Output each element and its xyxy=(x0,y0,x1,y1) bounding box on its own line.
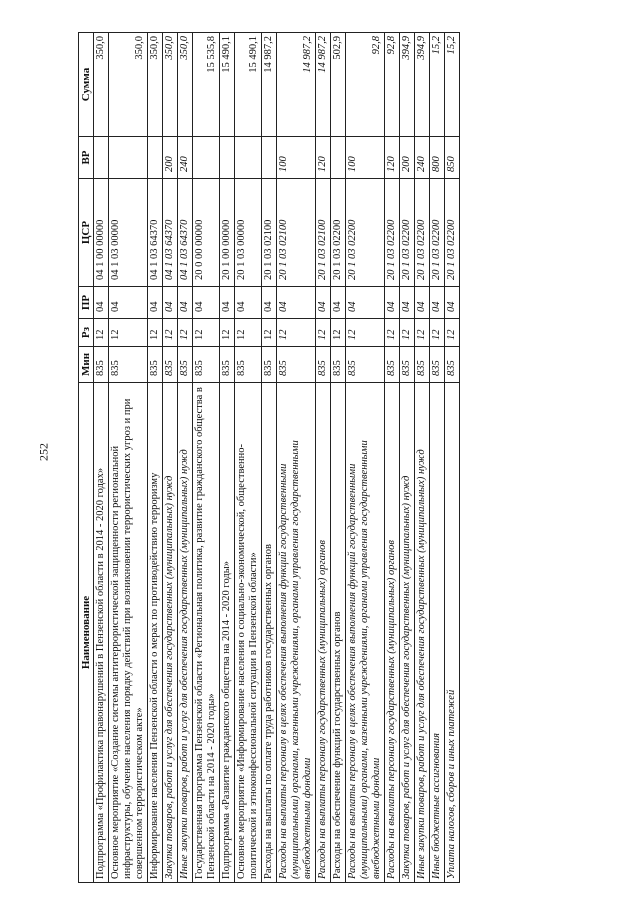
header-pr: ПР xyxy=(79,287,94,319)
row-sum: 394,9 xyxy=(415,33,430,137)
row-name: Закупка товаров, работ и услуг для обеспечения государственных (муниципальных) нужд xyxy=(400,383,415,883)
row-rz: 12 xyxy=(178,319,193,347)
row-name: Иные бюджетные ассигнования xyxy=(430,383,445,883)
row-rz: 12 xyxy=(277,319,316,347)
row-rz: 12 xyxy=(163,319,178,347)
row-rz: 12 xyxy=(94,319,109,347)
table-row xyxy=(163,33,178,883)
row-vr xyxy=(262,137,277,179)
row-name: Основное мероприятие «Информирование населения о социально-экономической, общественно-политической и этноконфессиональной ситуации в Пензенской области» xyxy=(235,383,262,883)
header-rz: Рз xyxy=(79,319,94,347)
row-name: Закупка товаров, работ и услуг для обеспечения государственных (муниципальных) нужд xyxy=(163,383,178,883)
row-sum: 15,2 xyxy=(445,33,460,137)
row-vr xyxy=(220,137,235,179)
row-vr xyxy=(109,137,148,179)
row-pr: 04 xyxy=(385,287,400,319)
row-name: Расходы на выплаты по оплате труда работников государственных органов xyxy=(262,383,277,883)
row-pr: 04 xyxy=(178,287,193,319)
row-csr: 04 1 00 00000 xyxy=(94,179,109,287)
row-min: 835 xyxy=(94,347,109,383)
row-sum: 14 987,2 xyxy=(262,33,277,137)
budget-table-container xyxy=(78,33,583,883)
row-vr: 120 xyxy=(385,137,400,179)
row-rz: 12 xyxy=(109,319,148,347)
row-sum: 15 490,1 xyxy=(220,33,235,137)
table-row xyxy=(193,33,220,883)
row-sum: 350,0 xyxy=(178,33,193,137)
table-row xyxy=(445,33,460,883)
row-vr: 200 xyxy=(400,137,415,179)
table-row xyxy=(109,33,148,883)
row-sum: 350,0 xyxy=(94,33,109,137)
row-pr: 04 xyxy=(163,287,178,319)
row-pr: 04 xyxy=(400,287,415,319)
table-row xyxy=(400,33,415,883)
row-csr: 04 1 03 64370 xyxy=(163,179,178,287)
row-min: 835 xyxy=(400,347,415,383)
row-csr: 20 1 03 02100 xyxy=(316,179,331,287)
row-rz: 12 xyxy=(385,319,400,347)
row-min: 835 xyxy=(331,347,346,383)
row-name: Основное мероприятие «Создание системы антитеррористической защищенности региональной инфраструктуры, обучение населения порядку действий при возникновении террористических угроз и при совершенном террористическом акте» xyxy=(109,383,148,883)
row-sum: 15 490,1 xyxy=(235,33,262,137)
row-csr: 20 1 03 02200 xyxy=(331,179,346,287)
row-min: 835 xyxy=(415,347,430,383)
header-sum: Сумма xyxy=(79,33,94,137)
table-row xyxy=(385,33,400,883)
row-min: 835 xyxy=(235,347,262,383)
row-min: 835 xyxy=(262,347,277,383)
row-sum: 14 987,2 xyxy=(316,33,331,137)
row-name: Расходы на обеспечение функций государственных органов xyxy=(331,383,346,883)
row-name: Подпрограмма «Развитие гражданского общества на 2014 - 2020 годы» xyxy=(220,383,235,883)
row-csr: 20 1 03 02100 xyxy=(262,179,277,287)
table-row xyxy=(430,33,445,883)
row-pr: 04 xyxy=(430,287,445,319)
row-csr: 20 1 03 02200 xyxy=(445,179,460,287)
row-min: 835 xyxy=(277,347,316,383)
row-min: 835 xyxy=(109,347,148,383)
row-sum: 350,0 xyxy=(163,33,178,137)
row-sum: 15 535,8 xyxy=(193,33,220,137)
row-vr: 240 xyxy=(415,137,430,179)
table-body xyxy=(94,33,460,883)
row-min: 835 xyxy=(316,347,331,383)
row-vr xyxy=(331,137,346,179)
table-row xyxy=(178,33,193,883)
row-rz: 12 xyxy=(262,319,277,347)
row-sum: 350,0 xyxy=(148,33,163,137)
row-pr: 04 xyxy=(193,287,220,319)
row-min: 835 xyxy=(148,347,163,383)
table-row xyxy=(262,33,277,883)
row-name: Государственная программа Пензенской области «Региональная политика, развитие гражданского общества в Пензенской области на 2014 - 2020 годы» xyxy=(193,383,220,883)
row-csr: 20 1 03 00000 xyxy=(235,179,262,287)
row-rz: 12 xyxy=(331,319,346,347)
row-rz: 12 xyxy=(148,319,163,347)
row-sum: 14 987,2 xyxy=(277,33,316,137)
row-vr xyxy=(148,137,163,179)
row-csr: 20 1 03 02200 xyxy=(385,179,400,287)
row-pr: 04 xyxy=(262,287,277,319)
header-csr: ЦСР xyxy=(79,179,94,287)
row-name: Информирование населения Пензенской области о мерах по противодействию терроризму xyxy=(148,383,163,883)
row-min: 835 xyxy=(430,347,445,383)
row-min: 835 xyxy=(163,347,178,383)
row-csr: 04 1 03 64370 xyxy=(178,179,193,287)
row-pr: 04 xyxy=(316,287,331,319)
row-csr: 20 1 03 02100 xyxy=(277,179,316,287)
row-rz: 12 xyxy=(316,319,331,347)
row-vr: 850 xyxy=(445,137,460,179)
row-pr: 04 xyxy=(235,287,262,319)
row-vr xyxy=(235,137,262,179)
row-rz: 12 xyxy=(445,319,460,347)
row-pr: 04 xyxy=(148,287,163,319)
row-sum: 92,8 xyxy=(385,33,400,137)
row-name: Расходы на выплаты персоналу в целях обеспечения выполнения функций государственными (муниципальными) органами, казенными учреждениями, органами управления государственными внебюджетными фондами xyxy=(346,383,385,883)
table-row xyxy=(94,33,109,883)
row-vr: 100 xyxy=(346,137,385,179)
row-csr: 20 1 00 00000 xyxy=(220,179,235,287)
row-name: Иные закупки товаров, работ и услуг для обеспечения государственных (муниципальных) нужд xyxy=(178,383,193,883)
page-number: 252 xyxy=(36,443,51,461)
row-pr: 04 xyxy=(220,287,235,319)
table-row xyxy=(316,33,331,883)
row-vr: 120 xyxy=(316,137,331,179)
row-vr: 800 xyxy=(430,137,445,179)
row-vr xyxy=(193,137,220,179)
row-rz: 12 xyxy=(430,319,445,347)
header-name: Наименование xyxy=(79,383,94,883)
row-name: Расходы на выплаты персоналу государственных (муниципальных) органов xyxy=(385,383,400,883)
row-sum: 15,2 xyxy=(430,33,445,137)
row-sum: 394,9 xyxy=(400,33,415,137)
row-csr: 20 1 03 02200 xyxy=(346,179,385,287)
table-header-row xyxy=(79,33,94,883)
row-csr: 04 1 03 00000 xyxy=(109,179,148,287)
header-min: Мин xyxy=(79,347,94,383)
header-vr: ВР xyxy=(79,137,94,179)
row-pr: 04 xyxy=(415,287,430,319)
row-sum: 92,8 xyxy=(346,33,385,137)
row-pr: 04 xyxy=(277,287,316,319)
row-rz: 12 xyxy=(346,319,385,347)
table-row xyxy=(277,33,316,883)
row-pr: 04 xyxy=(445,287,460,319)
row-rz: 12 xyxy=(193,319,220,347)
row-min: 835 xyxy=(445,347,460,383)
row-vr: 100 xyxy=(277,137,316,179)
row-sum: 350,0 xyxy=(109,33,148,137)
row-pr: 04 xyxy=(109,287,148,319)
row-min: 835 xyxy=(193,347,220,383)
row-csr: 20 1 03 02200 xyxy=(400,179,415,287)
row-min: 835 xyxy=(178,347,193,383)
row-vr: 200 xyxy=(163,137,178,179)
row-rz: 12 xyxy=(220,319,235,347)
row-sum: 502,9 xyxy=(331,33,346,137)
row-pr: 04 xyxy=(331,287,346,319)
table-row xyxy=(220,33,235,883)
row-name: Подпрограмма «Профилактика правонарушений в Пензенской области в 2014 - 2020 годах» xyxy=(94,383,109,883)
table-row xyxy=(235,33,262,883)
row-csr: 20 0 00 00000 xyxy=(193,179,220,287)
row-pr: 04 xyxy=(346,287,385,319)
row-csr: 20 1 03 02200 xyxy=(430,179,445,287)
row-min: 835 xyxy=(385,347,400,383)
row-rz: 12 xyxy=(415,319,430,347)
table-row xyxy=(346,33,385,883)
budget-table xyxy=(78,32,460,883)
row-min: 835 xyxy=(220,347,235,383)
row-name: Иные закупки товаров, работ и услуг для обеспечения государственных (муниципальных) нужд xyxy=(415,383,430,883)
row-rz: 12 xyxy=(235,319,262,347)
row-name: Уплата налогов, сборов и иных платежей xyxy=(445,383,460,883)
table-row xyxy=(331,33,346,883)
row-rz: 12 xyxy=(400,319,415,347)
row-vr xyxy=(94,137,109,179)
row-min: 835 xyxy=(346,347,385,383)
row-name: Расходы на выплаты персоналу государственных (муниципальных) органов xyxy=(316,383,331,883)
row-csr: 20 1 03 02200 xyxy=(415,179,430,287)
row-name: Расходы на выплаты персоналу в целях обеспечения выполнения функций государственными (муниципальными) органами, казенными учреждениями, органами управления государственными внебюджетными фондами xyxy=(277,383,316,883)
row-pr: 04 xyxy=(94,287,109,319)
table-row xyxy=(415,33,430,883)
row-vr: 240 xyxy=(178,137,193,179)
row-csr: 04 1 03 64370 xyxy=(148,179,163,287)
table-row xyxy=(148,33,163,883)
